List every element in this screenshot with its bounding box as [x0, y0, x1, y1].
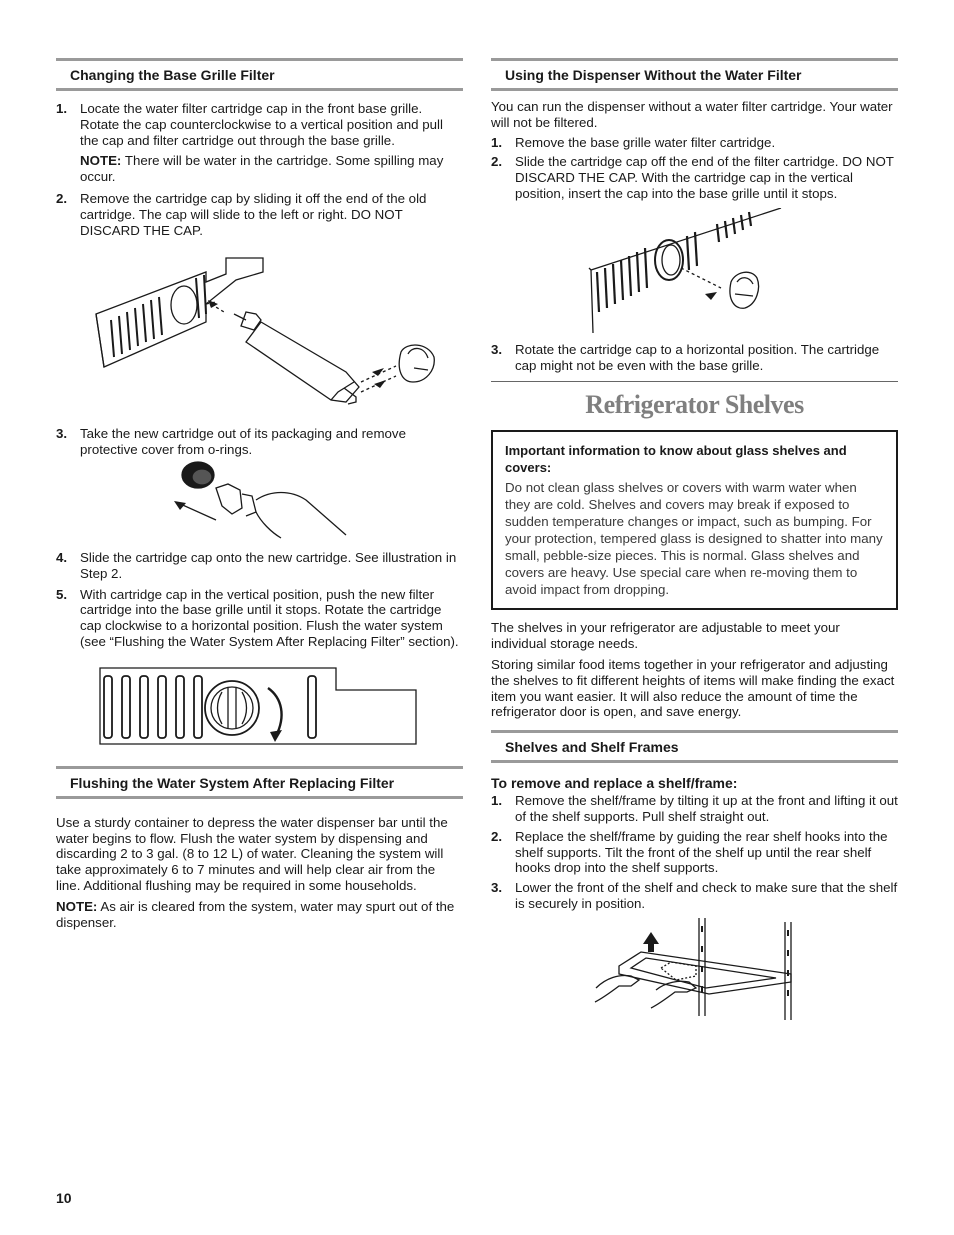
- step-text: Remove the shelf/frame by tilting it up at the front and lifting it out of the shelf supports. Pull shelf straight out.: [515, 793, 898, 824]
- step-text: Rotate the cartridge cap to a horizontal position. The cartridge cap might not be even with the base grille.: [515, 341, 880, 373]
- step-note: [80, 153, 463, 185]
- filter-step-4: [56, 550, 463, 582]
- remove-cap-illustration: [56, 242, 463, 422]
- note-label: NOTE:: [56, 898, 98, 914]
- step-text: Locate the water filter cartridge cap in the front base grille. Rotate the cap counterclockwise to a vertical position and pull the cap and filter cartridge out through the base grille.: [80, 101, 443, 148]
- dispenser-step-1: [491, 135, 898, 151]
- step-number: 1.: [491, 793, 503, 809]
- filter-step-2: [56, 191, 463, 238]
- step-number: 3.: [491, 341, 503, 357]
- step-text: Remove the cartridge cap by sliding it off the end of the old cartridge. The cap will slide to the left or right. DO NOT DISCARD THE CAP.: [80, 190, 427, 238]
- right-column: [491, 58, 898, 1026]
- step-number: 5.: [56, 586, 68, 602]
- step-number: 3.: [491, 880, 503, 896]
- filter-step-5: [56, 587, 463, 650]
- dispenser-heading: Using the Dispenser Without the Water Filter: [491, 58, 898, 91]
- warning-title: Important information to know about glass shelves and covers:: [505, 443, 847, 476]
- step-number: 2.: [56, 190, 68, 206]
- step-number: 1.: [491, 134, 503, 150]
- step-text: Replace the shelf/frame by guiding the rear shelf hooks into the shelf supports. Tilt the front of the shelf up until the rear shelf hooks drop into the shelf supports.: [515, 828, 888, 876]
- shelves-paragraph-2: Storing similar food items together in your refrigerator and adjusting the shelves to fit different heights of items will make finding the exact item you want easier. It will also reduce the amount of time the refrigerator door is open, and save energy.: [491, 656, 895, 720]
- shelf-removal-illustration: [491, 916, 898, 1026]
- filter-step-3: [56, 426, 463, 458]
- dispenser-step-2: [491, 154, 898, 201]
- dispenser-step-3: [491, 342, 898, 374]
- rotate-cap-illustration: [56, 658, 463, 748]
- remove-replace-subhead: To remove and replace a shelf/frame:: [491, 775, 738, 792]
- base-grille-filter-heading: Changing the Base Grille Filter: [56, 58, 463, 91]
- filter-step-1: [56, 101, 463, 185]
- flushing-text: Use a sturdy container to depress the water dispenser bar until the water begins to flow. Flush the water system by dispensing and discarding 2 to 3 gal. (8 to 12 L) of water. Cleaning the system will take approximately 6 to 7 minutes and will help clear air from the line. Additional flushing may be required in some households.: [56, 814, 448, 893]
- flushing-heading: Flushing the Water System After Replacing Filter: [56, 766, 463, 799]
- note-text: There will be water in the cartridge. Some spilling may occur.: [80, 153, 444, 185]
- step-number: 3.: [56, 426, 68, 442]
- glass-warning-box: [491, 430, 898, 610]
- shelves-paragraph-1: The shelves in your refrigerator are adjustable to meet your individual storage needs.: [491, 620, 840, 652]
- flushing-note: [56, 899, 463, 931]
- step-number: 2.: [491, 828, 503, 844]
- page-number: 10: [56, 1190, 72, 1206]
- frame-step-3: [491, 880, 898, 912]
- note-label: NOTE:: [80, 153, 122, 169]
- step-text: Remove the base grille water filter cartridge.: [515, 134, 776, 150]
- frame-step-2: [491, 829, 898, 876]
- dispenser-intro: You can run the dispenser without a water filter cartridge. Your water will not be filtered.: [491, 99, 893, 130]
- note-text: As air is cleared from the system, water may spurt out of the dispenser.: [56, 898, 455, 930]
- step-text: Slide the cartridge cap off the end of the filter cartridge. DO NOT DISCARD THE CAP. With the cartridge cap in the vertical position, insert the cap into the base grille until it stops.: [515, 154, 894, 201]
- step-text: Lower the front of the shelf and check to make sure that the shelf is securely in position.: [515, 880, 898, 911]
- warning-text: Do not clean glass shelves or covers with warm water when they are cold. Shelves and covers may break if exposed to sudden temperature changes or impact, such as bumping. For your protection, tempered glass is designed to shatter into many small, pebble-size pieces. This is normal. Glass shelves and covers are heavy. Use special care when re-moving them to avoid impact from dropping.: [505, 480, 883, 598]
- shelves-title: Refrigerator Shelves: [585, 390, 804, 420]
- step-text: With cartridge cap in the vertical position, push the new filter cartridge into the base grille until it stops. Rotate the cartridge cap clockwise to a horizontal position. Flush the water system (see “Flushing the Water System After Replacing Filter” section).: [80, 586, 459, 649]
- left-column: [56, 58, 463, 930]
- step-number: 4.: [56, 549, 68, 565]
- step-text: Take the new cartridge out of its packaging and remove protective cover from o-rings.: [80, 426, 406, 458]
- step-text: Slide the cartridge cap onto the new cartridge. See illustration in Step 2.: [80, 549, 457, 581]
- step-number: 1.: [56, 101, 68, 116]
- step-number: 2.: [491, 154, 503, 170]
- frame-step-1: [491, 793, 898, 825]
- cap-into-grille-illustration: [491, 208, 898, 338]
- shelf-frames-heading: Shelves and Shelf Frames: [491, 730, 898, 763]
- protective-cover-illustration: [56, 460, 463, 540]
